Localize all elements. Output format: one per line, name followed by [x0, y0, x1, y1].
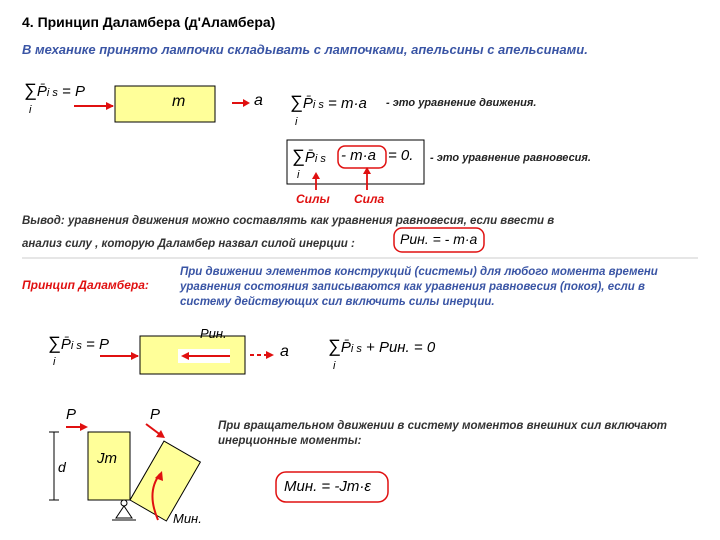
rot-j-label: Jm: [97, 450, 117, 467]
rot-m-label: Mин.: [173, 511, 202, 526]
motion-note: - это уравнение движения.: [386, 97, 537, 109]
sum-force-eq-2: ∑P̄i s = P: [48, 333, 109, 353]
accel-label-2: a: [280, 343, 289, 360]
motion-equation: ∑P̄i s = m·a: [290, 92, 367, 112]
hinge-support: [116, 506, 132, 518]
page-title: 4. Принцип Даламбера (д'Аламбера): [22, 14, 276, 30]
rot-p2-label: P: [150, 406, 161, 423]
sum-index-2: i: [295, 116, 298, 128]
equilibrium-note: - это уравнение равновесия.: [430, 152, 591, 164]
sum-index-5: i: [333, 360, 336, 372]
inertia-force-label: Pин.: [200, 326, 227, 341]
sum-index-4: i: [53, 356, 56, 368]
mass-label-1: m: [172, 93, 186, 110]
equilibrium-rhs: = 0.: [388, 147, 414, 164]
sum-index-1: i: [29, 104, 32, 116]
sum-force-eq: ∑P̄i s = P: [24, 80, 85, 100]
rotation-text: При вращательном движении в систему моментов внешних сил включают инерционные моменты:: [218, 420, 667, 447]
accel-label-1: a: [254, 92, 263, 109]
forces-label: Силы: [296, 192, 330, 206]
principle-text: При движении элементов конструкций (системы) для любого момента времени уравнения состояния записываются как уравнения равновесия (покоя), если в систему действующих сил включить силы инерции.: [180, 266, 658, 308]
force-label: Сила: [354, 192, 385, 206]
balance-equation: ∑P̄i s + Pин. = 0: [328, 336, 436, 356]
conclusion-line-2: анализ силу , которую Даламбер назвал силой инерции :: [22, 238, 355, 250]
equilibrium-equation: ∑P̄i s: [292, 146, 326, 166]
tilted-bar: [130, 441, 200, 521]
moment-equation: Mин. = -Jm·ε: [284, 478, 371, 495]
equilibrium-mid: - m·a: [341, 147, 376, 164]
mass-block-1: [115, 86, 215, 122]
rot-p1-label: P: [66, 406, 77, 423]
sum-index-3: i: [297, 169, 300, 181]
rot-d-label: d: [58, 459, 66, 475]
intro-text: В механике принято лампочки складывать с лампочками, апельсины с апельсинами.: [22, 42, 588, 57]
conclusion-line-1: Вывод: уравнения движения можно составлять как уравнения равновесия, если ввести в: [22, 215, 555, 227]
principle-label: Принцип Даламбера:: [22, 278, 149, 292]
inertia-definition: Pин. = - m·a: [400, 231, 478, 247]
